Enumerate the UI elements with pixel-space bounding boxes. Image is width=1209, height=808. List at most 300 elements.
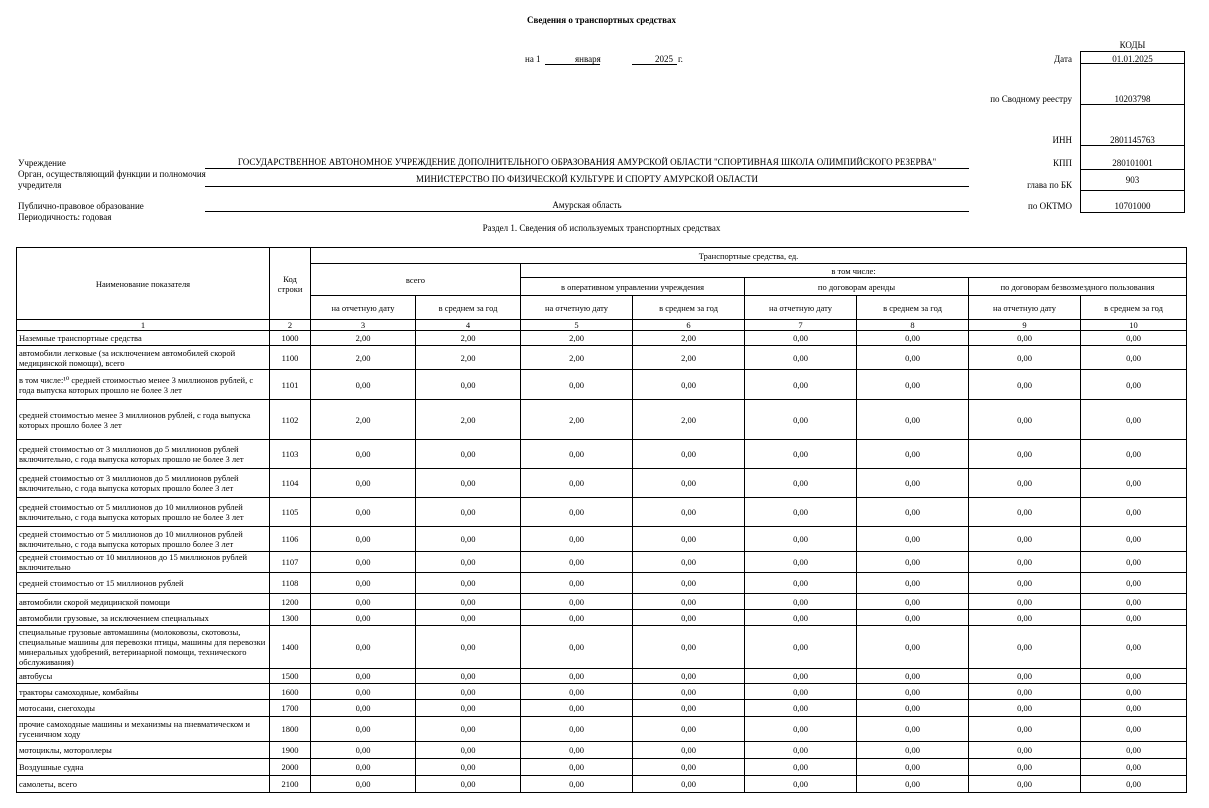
row-value: 0,00: [969, 527, 1081, 552]
row-value: 0,00: [969, 669, 1081, 684]
row-value: 0,00: [745, 742, 857, 759]
row-value: 0,00: [969, 626, 1081, 669]
col-number: 9: [969, 320, 1081, 331]
row-value: 0,00: [745, 776, 857, 793]
table-row: [17, 440, 1187, 469]
row-name-text: средней стоимостью от 3 миллионов до 5 миллионов рублей включительно, с года выпуска которых прошло более 3 лет: [19, 473, 239, 493]
row-value: 0,00: [633, 700, 745, 717]
row-value: 0,00: [1081, 684, 1187, 700]
row-value: 0,00: [745, 400, 857, 440]
row-value: 0,00: [521, 669, 633, 684]
col-number: 5: [521, 320, 633, 331]
registry-label: по Сводному реестру: [990, 94, 1072, 104]
row-name-text: Воздушные судна: [19, 762, 84, 772]
row-value: 0,00: [633, 610, 745, 626]
year-underline: [632, 64, 677, 65]
row-value: 0,00: [633, 742, 745, 759]
row-code: 1600: [270, 684, 311, 700]
col-number: 1: [17, 320, 270, 331]
header-total: всего: [311, 264, 521, 296]
row-value: 0,00: [633, 594, 745, 610]
row-value: 0,00: [416, 669, 521, 684]
header-including: в том числе:: [521, 264, 1187, 278]
header-on-date: на отчетную дату: [311, 296, 416, 320]
row-name: [17, 400, 270, 440]
row-value: 0,00: [311, 610, 416, 626]
transport-table: [16, 247, 1187, 793]
row-value: 0,00: [745, 346, 857, 370]
row-value: 0,00: [857, 776, 969, 793]
row-value: 0,00: [857, 669, 969, 684]
codes-divider-inn: [1080, 145, 1185, 146]
col-number: 3: [311, 320, 416, 331]
row-value: 0,00: [311, 527, 416, 552]
row-value: 2,00: [521, 400, 633, 440]
row-value: 0,00: [857, 594, 969, 610]
header-avg: в среднем за год: [416, 296, 521, 320]
row-name-text: самолеты, всего: [19, 779, 77, 789]
table-row: [17, 498, 1187, 527]
row-code: 1100: [270, 346, 311, 370]
inn-value: 2801145763: [1110, 135, 1155, 145]
row-value: 2,00: [633, 400, 745, 440]
row-value: 0,00: [311, 440, 416, 469]
row-value: 0,00: [969, 610, 1081, 626]
row-name-text: средней стоимостью от 5 миллионов до 10 миллионов рублей включительно, с года выпуска которых прошло более 3 лет: [19, 529, 243, 549]
row-value: 0,00: [1081, 626, 1187, 669]
table-row: [17, 331, 1187, 346]
col-number: 8: [857, 320, 969, 331]
row-name-text: мотоциклы, мотороллеры: [19, 745, 112, 755]
row-value: 0,00: [969, 469, 1081, 498]
table-row: [17, 370, 1187, 400]
kpp-value: 280101001: [1112, 158, 1153, 168]
row-value: 2,00: [521, 346, 633, 370]
row-value: 0,00: [311, 573, 416, 594]
row-value: 0,00: [745, 331, 857, 346]
row-value: 0,00: [1081, 370, 1187, 400]
row-value: 0,00: [1081, 440, 1187, 469]
row-code: 1106: [270, 527, 311, 552]
row-value: 0,00: [857, 759, 969, 776]
row-value: 0,00: [969, 346, 1081, 370]
row-value: 0,00: [521, 759, 633, 776]
row-value: 0,00: [969, 759, 1081, 776]
codes-divider-kpp: [1080, 169, 1185, 170]
row-value: 0,00: [1081, 700, 1187, 717]
row-name: [17, 573, 270, 594]
row-value: 0,00: [857, 610, 969, 626]
row-value: 0,00: [633, 552, 745, 573]
codes-header: КОДЫ: [1119, 40, 1146, 50]
ppo-underline: [205, 211, 969, 212]
row-value: 2,00: [416, 400, 521, 440]
row-value: 0,00: [745, 440, 857, 469]
row-value: 0,00: [857, 440, 969, 469]
row-code: 1300: [270, 610, 311, 626]
row-value: 0,00: [416, 498, 521, 527]
table-row: [17, 573, 1187, 594]
row-name: [17, 759, 270, 776]
row-value: 0,00: [857, 717, 969, 742]
row-value: 2,00: [633, 331, 745, 346]
row-name: [17, 626, 270, 669]
row-value: 2,00: [521, 331, 633, 346]
row-value: 2,00: [633, 346, 745, 370]
date-value: 01.01.2025: [1112, 54, 1153, 64]
table-row: [17, 684, 1187, 700]
row-value: 0,00: [969, 776, 1081, 793]
row-code: 1105: [270, 498, 311, 527]
row-value: 0,00: [969, 684, 1081, 700]
row-value: 0,00: [745, 552, 857, 573]
row-value: 0,00: [521, 440, 633, 469]
row-name-text: автомобили скорой медицинской помощи: [19, 596, 170, 607]
row-value: 0,00: [633, 759, 745, 776]
row-name: [17, 440, 270, 469]
row-value: 0,00: [416, 573, 521, 594]
row-value: 0,00: [633, 573, 745, 594]
row-value: 0,00: [416, 776, 521, 793]
row-value: 0,00: [745, 700, 857, 717]
row-name: [17, 527, 270, 552]
row-name-text: средней стоимостью менее 3 миллионов рублей, с года выпуска которых прошло более 3 лет: [19, 409, 251, 430]
row-name-text: автомобили легковые (за исключением автомобилей скорой медицинской помощи), всего: [19, 347, 236, 368]
registry-value: 10203798: [1114, 94, 1151, 104]
col-number: 10: [1081, 320, 1187, 331]
row-value: 0,00: [416, 684, 521, 700]
row-value: 0,00: [521, 776, 633, 793]
table-row: [17, 400, 1187, 440]
row-value: 0,00: [1081, 573, 1187, 594]
header-avg: в среднем за год: [1081, 296, 1187, 320]
date-label: Дата: [1054, 54, 1072, 64]
oktmo-value: 10701000: [1114, 201, 1151, 211]
col-number: 6: [633, 320, 745, 331]
row-value: 2,00: [311, 331, 416, 346]
row-value: 0,00: [745, 669, 857, 684]
row-name: [17, 594, 270, 610]
ppo-value: Амурская область: [552, 200, 622, 210]
row-value: 0,00: [1081, 759, 1187, 776]
table-row: [17, 700, 1187, 717]
row-value: 0,00: [416, 626, 521, 669]
row-name: [17, 717, 270, 742]
row-value: 0,00: [311, 594, 416, 610]
date-suffix: г.: [678, 54, 683, 64]
row-value: 2,00: [311, 346, 416, 370]
date-year: 2025: [655, 54, 673, 64]
row-value: 0,00: [311, 669, 416, 684]
col-number: 2: [270, 320, 311, 331]
table-row: [17, 669, 1187, 684]
date-prefix: на 1: [525, 54, 541, 64]
row-value: 0,00: [521, 717, 633, 742]
row-value: 0,00: [521, 594, 633, 610]
table-row: [17, 610, 1187, 626]
row-value: 0,00: [416, 594, 521, 610]
row-name-text: мотосани, снегоходы: [19, 703, 95, 713]
row-value: 0,00: [969, 742, 1081, 759]
row-name: [17, 469, 270, 498]
row-name-text: в том числе:¹⁰ средней стоимостью менее 3 миллионов рублей, с года выпуска которых прошло не более 3 лет: [19, 374, 254, 395]
row-name-text: прочие самоходные машины и механизмы на пневматическом и гусеничном ходу: [19, 719, 250, 739]
row-value: 0,00: [745, 684, 857, 700]
row-value: 0,00: [857, 684, 969, 700]
bk-label: глава по БК: [1027, 180, 1072, 190]
periodicity-label: Периодичность: годовая: [18, 212, 112, 222]
row-value: 0,00: [969, 717, 1081, 742]
row-value: 0,00: [1081, 331, 1187, 346]
inn-label: ИНН: [1052, 135, 1072, 145]
row-value: 0,00: [969, 331, 1081, 346]
row-value: 0,00: [857, 469, 969, 498]
header-name: Наименование показателя: [17, 248, 270, 320]
table-row: [17, 527, 1187, 552]
row-code: 1104: [270, 469, 311, 498]
row-value: 0,00: [311, 469, 416, 498]
row-value: 0,00: [1081, 346, 1187, 370]
row-value: 0,00: [857, 400, 969, 440]
row-name: [17, 776, 270, 793]
institution-value: ГОСУДАРСТВЕННОЕ АВТОНОМНОЕ УЧРЕЖДЕНИЕ ДОПОЛНИТЕЛЬНОГО ОБРАЗОВАНИЯ АМУРСКОЙ ОБЛАСТИ "СПОРТИВНАЯ ШКОЛА ОЛИМПИЙСКОГО РЕЗЕРВА": [237, 157, 937, 167]
row-value: 0,00: [633, 776, 745, 793]
row-name: [17, 552, 270, 573]
row-value: 0,00: [745, 573, 857, 594]
row-name-text: автомобили грузовые, за исключением специальных: [19, 612, 209, 623]
row-value: 0,00: [1081, 552, 1187, 573]
row-value: 0,00: [416, 759, 521, 776]
row-value: 0,00: [416, 742, 521, 759]
row-value: 0,00: [633, 717, 745, 742]
row-value: 0,00: [857, 370, 969, 400]
row-value: 2,00: [416, 331, 521, 346]
row-value: 0,00: [521, 626, 633, 669]
row-name: [17, 498, 270, 527]
row-value: 0,00: [311, 552, 416, 573]
founder-underline: [205, 186, 969, 187]
row-name: [17, 684, 270, 700]
table-row: [17, 469, 1187, 498]
row-name-text: тракторы самоходные, комбайны: [19, 686, 139, 697]
row-code: 1108: [270, 573, 311, 594]
row-code: 1700: [270, 700, 311, 717]
row-value: 0,00: [969, 573, 1081, 594]
row-value: 0,00: [521, 573, 633, 594]
row-code: 2000: [270, 759, 311, 776]
row-value: 0,00: [633, 469, 745, 498]
row-value: 0,00: [521, 700, 633, 717]
row-value: 0,00: [745, 370, 857, 400]
header-operative: в оперативном управлении учреждения: [521, 278, 745, 296]
row-code: 1102: [270, 400, 311, 440]
row-value: 0,00: [521, 552, 633, 573]
document-title: Сведения о транспортных средствах: [527, 15, 676, 25]
row-value: 0,00: [311, 700, 416, 717]
row-value: 0,00: [857, 626, 969, 669]
row-value: 0,00: [745, 759, 857, 776]
row-name: [17, 700, 270, 717]
row-value: 0,00: [311, 370, 416, 400]
row-value: 0,00: [416, 370, 521, 400]
table-body: [17, 331, 1187, 793]
row-name-text: средней стоимостью от 3 миллионов до 5 миллионов рублей включительно, с года выпуска которых прошло не более 3 лет: [19, 444, 244, 464]
row-value: 0,00: [857, 742, 969, 759]
row-value: 0,00: [416, 440, 521, 469]
row-value: 0,00: [521, 370, 633, 400]
institution-underline: [205, 168, 969, 169]
row-value: 0,00: [416, 527, 521, 552]
oktmo-label: по ОКТМО: [1028, 201, 1072, 211]
row-value: 0,00: [416, 469, 521, 498]
row-value: 0,00: [521, 610, 633, 626]
header-avg: в среднем за год: [633, 296, 745, 320]
header-transport: Транспортные средства, ед.: [311, 248, 1187, 264]
kpp-label: КПП: [1052, 158, 1072, 168]
row-code: 2100: [270, 776, 311, 793]
row-name-text: средней стоимостью от 10 миллионов до 15 миллионов рублей включительно: [19, 552, 248, 572]
row-value: 0,00: [311, 498, 416, 527]
row-value: 0,00: [521, 498, 633, 527]
row-name: [17, 610, 270, 626]
row-code: 1101: [270, 370, 311, 400]
bk-value: 903: [1125, 175, 1140, 185]
row-name: [17, 669, 270, 684]
row-value: 0,00: [521, 742, 633, 759]
row-value: 0,00: [311, 742, 416, 759]
row-value: 0,00: [311, 626, 416, 669]
row-value: 0,00: [1081, 717, 1187, 742]
row-code: 1400: [270, 626, 311, 669]
row-name-text: средней стоимостью от 5 миллионов до 10 миллионов рублей включительно, с года выпуска которых прошло не более 3 лет: [19, 502, 244, 522]
row-value: 2,00: [311, 400, 416, 440]
col-number: 7: [745, 320, 857, 331]
table-row: [17, 776, 1187, 793]
table-row: [17, 552, 1187, 573]
row-value: 0,00: [969, 498, 1081, 527]
column-number-row: [17, 320, 1187, 331]
row-value: 0,00: [857, 527, 969, 552]
row-value: 0,00: [1081, 469, 1187, 498]
row-name-text: специальные грузовые автомашины (молоковозы, скотовозы, специальные машины для перевозки птицы, машины для перевозки минеральных удобрений, ветеринарной помощи, технического обслуживания): [19, 627, 266, 667]
row-value: 0,00: [1081, 610, 1187, 626]
row-value: 0,00: [969, 370, 1081, 400]
row-name-text: автобусы: [19, 671, 53, 681]
row-value: 0,00: [969, 552, 1081, 573]
founder-value: МИНИСТЕРСТВО ПО ФИЗИЧЕСКОЙ КУЛЬТУРЕ И СПОРТУ АМУРСКОЙ ОБЛАСТИ: [415, 174, 759, 184]
row-value: 0,00: [1081, 669, 1187, 684]
row-value: 0,00: [857, 346, 969, 370]
row-value: 0,00: [1081, 594, 1187, 610]
institution-label: Учреждение: [18, 158, 66, 168]
row-value: 0,00: [969, 400, 1081, 440]
row-value: 0,00: [311, 684, 416, 700]
table-row: [17, 742, 1187, 759]
header-on-date: на отчетную дату: [969, 296, 1081, 320]
codes-box: [1080, 51, 1185, 213]
header-avg: в среднем за год: [857, 296, 969, 320]
row-value: 0,00: [633, 626, 745, 669]
row-value: 0,00: [1081, 400, 1187, 440]
row-value: 0,00: [311, 759, 416, 776]
ppo-label: Публично-правовое образование: [18, 201, 144, 211]
row-value: 0,00: [745, 626, 857, 669]
row-value: 2,00: [416, 346, 521, 370]
table-row: [17, 594, 1187, 610]
row-value: 0,00: [745, 717, 857, 742]
row-value: 0,00: [745, 610, 857, 626]
row-code: 1900: [270, 742, 311, 759]
row-name: [17, 346, 270, 370]
row-code: 1500: [270, 669, 311, 684]
row-value: 0,00: [633, 527, 745, 552]
row-name: [17, 331, 270, 346]
row-code: 1000: [270, 331, 311, 346]
table-row: [17, 626, 1187, 669]
row-value: 0,00: [857, 331, 969, 346]
row-value: 0,00: [416, 552, 521, 573]
row-value: 0,00: [416, 717, 521, 742]
row-value: 0,00: [633, 498, 745, 527]
row-value: 0,00: [311, 776, 416, 793]
section-title: Раздел 1. Сведения об используемых транспортных средствах: [482, 223, 721, 233]
founder-label-line2: учредителя: [18, 180, 62, 190]
row-value: 0,00: [1081, 498, 1187, 527]
codes-divider-registry: [1080, 104, 1185, 105]
row-value: 0,00: [633, 370, 745, 400]
row-value: 0,00: [969, 440, 1081, 469]
row-name: [17, 742, 270, 759]
row-value: 0,00: [521, 527, 633, 552]
row-value: 0,00: [633, 440, 745, 469]
row-value: 0,00: [1081, 776, 1187, 793]
row-value: 0,00: [1081, 742, 1187, 759]
row-value: 0,00: [416, 700, 521, 717]
header-code: Код строки: [270, 248, 311, 320]
row-value: 0,00: [857, 573, 969, 594]
row-value: 0,00: [521, 469, 633, 498]
row-value: 0,00: [1081, 527, 1187, 552]
month-underline: [545, 64, 600, 65]
date-month: января: [575, 54, 601, 64]
header-free-use: по договорам безвозмездного пользования: [969, 278, 1187, 296]
table-row: [17, 759, 1187, 776]
row-value: 0,00: [969, 700, 1081, 717]
codes-divider-bk: [1080, 190, 1185, 191]
row-name: [17, 370, 270, 400]
row-value: 0,00: [745, 527, 857, 552]
row-code: 1103: [270, 440, 311, 469]
row-value: 0,00: [969, 594, 1081, 610]
row-value: 0,00: [857, 498, 969, 527]
row-name-text: Наземные транспортные средства: [19, 333, 142, 343]
row-value: 0,00: [857, 552, 969, 573]
row-value: 0,00: [633, 684, 745, 700]
row-value: 0,00: [521, 684, 633, 700]
row-value: 0,00: [745, 498, 857, 527]
row-name-text: средней стоимостью от 15 миллионов рублей: [19, 578, 184, 588]
row-value: 0,00: [745, 594, 857, 610]
row-code: 1107: [270, 552, 311, 573]
header-on-date: на отчетную дату: [745, 296, 857, 320]
header-lease: по договорам аренды: [745, 278, 969, 296]
row-value: 0,00: [857, 700, 969, 717]
row-value: 0,00: [633, 669, 745, 684]
row-value: 0,00: [745, 469, 857, 498]
row-value: 0,00: [311, 717, 416, 742]
row-code: 1200: [270, 594, 311, 610]
header-on-date: на отчетную дату: [521, 296, 633, 320]
